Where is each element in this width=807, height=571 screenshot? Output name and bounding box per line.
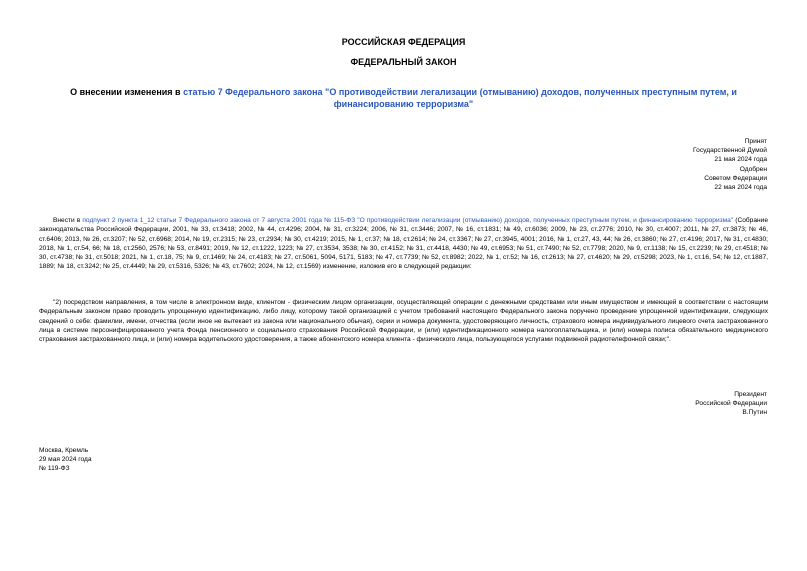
- approved-date: 22 мая 2024 года: [714, 184, 767, 192]
- amendment-text: "2) посредством направления, в том числе в электронном виде, клиентом - физическим лицом организации, осуществляющей операции с денежными средствами или иным имуществом и имеющей в соответствии с настоящим Федеральным законом право проводить упрощенную идентификацию, либо лицу, которому такой организацией с учетом требований настоящего Федерального закона поручено проведение упрощенной идентификации, следующих сведений о себе: фамилии, имени, отчества (если иное не вытекает из закона или национального обычая), серии и номера документа, удостоверяющего личность, страхового номера индивидуального лицевого счета застрахованного лица в системе персонифицированного учета Фонда пенсионного и социального страхования Российской Федерации, и (или) идентификационного номера налогоплательщика, и (или) номера полиса обязательного медицинского страхования застрахованного лица, и (или) номера водительского удостоверения, а также абонентского номера клиента - физического лица, пользующегося услугами подвижной радиотелефонной связи;".: [39, 299, 768, 343]
- place-date-block: [39, 446, 92, 474]
- signing-place: Москва, Кремль: [39, 447, 89, 454]
- adoption-block: [693, 137, 767, 192]
- law-title-prefix: О внесении изменения в: [70, 87, 184, 97]
- signer-name: В.Путин: [742, 409, 767, 417]
- adopted-by: Государственной Думой: [693, 147, 767, 155]
- document-type-heading: ФЕДЕРАЛЬНЫЙ ЗАКОН: [350, 57, 457, 67]
- signer-country: Российской Федерации: [695, 400, 767, 408]
- main-paragraph-prefix: Внести в: [53, 217, 83, 224]
- law-title-link[interactable]: статью 7 Федерального закона "О противодействии легализации (отмыванию) доходов, полученных преступным путем, и финансированию терроризма": [183, 87, 737, 109]
- approved-label: Одобрен: [739, 165, 767, 173]
- main-paragraph: [39, 216, 768, 272]
- amended-provision-link[interactable]: подпункт 2 пункта 1_12 статьи 7 Федерального закона от 7 августа 2001 года № 115-ФЗ "О противодействии легализации (отмыванию) доходов, полученных преступным путем, и финансированию терроризма": [82, 217, 734, 224]
- country-heading: РОССИЙСКАЯ ФЕДЕРАЦИЯ: [341, 37, 466, 47]
- law-title: [70, 86, 737, 110]
- law-number: № 119-ФЗ: [39, 465, 70, 473]
- signing-date: 29 мая 2024 года: [39, 456, 92, 464]
- main-paragraph-rest: (Собрание законодательства Российской Федерации, 2001, № 33, ст.3418; 2002, № 44, ст.4296; 2004, № 31, ст.3224; 2006, № 31, ст.3446; 2007, № 16, ст.1831; № 49, ст.6036; 2009, № 23, ст.2776; 2010, № 30, ст.4007; 2011, № 27, ст.3873; № 46, ст.6406; 2013, № 26, ст.3207; № 52, ст.6968; 2014, № 19, ст.2315; № 23, ст.2934; № 30, ст.4219; 2015, № 1, ст.37; № 18, ст.2614; № 24, ст.3367; № 27, ст.3945, 4001; 2016, № 1, ст.27, 43, 44; № 26, ст.3860; № 27, ст.4196; 2017, № 31, ст.4830; 2018, № 1, ст.54, 66; № 18, ст.2560, 2576; № 53, ст.8491; 2019, № 12, ст.1222, 1223; № 27, ст.3534, 3538; № 30, ст.4152; № 31, ст.4418, 4430; № 49, ст.6953; № 51, ст.7490; № 52, ст.7798; 2020, № 9, ст.1138; № 15, ст.2239; № 29, ст.4518; № 30, ст.4738; № 31, ст.5018; 2021, № 1, ст.18, 75; № 9, ст.1469; № 24, ст.4183; № 27, ст.5061, 5094, 5171, 5183; № 47, ст.7739; № 52, ст.8982; 2022, № 1, ст.52; № 16, ст.2613; № 27, ст.4620; № 29, ст.5298; 2023, № 1, ст.16, 54; № 12, ст.1887, 1889; № 18, ст.3242; № 25, ст.4449; № 29, ст.5316, 5326; № 43, ст.7602; 2024, № 12, ст.1569) изменение, изложив его в следующей редакции:: [39, 217, 769, 271]
- signature-block: [695, 390, 767, 418]
- signer-role: Президент: [734, 391, 767, 398]
- adopted-date: 21 мая 2024 года: [714, 156, 767, 164]
- approved-by: Советом Федерации: [704, 174, 767, 182]
- adopted-label: Принят: [744, 138, 767, 145]
